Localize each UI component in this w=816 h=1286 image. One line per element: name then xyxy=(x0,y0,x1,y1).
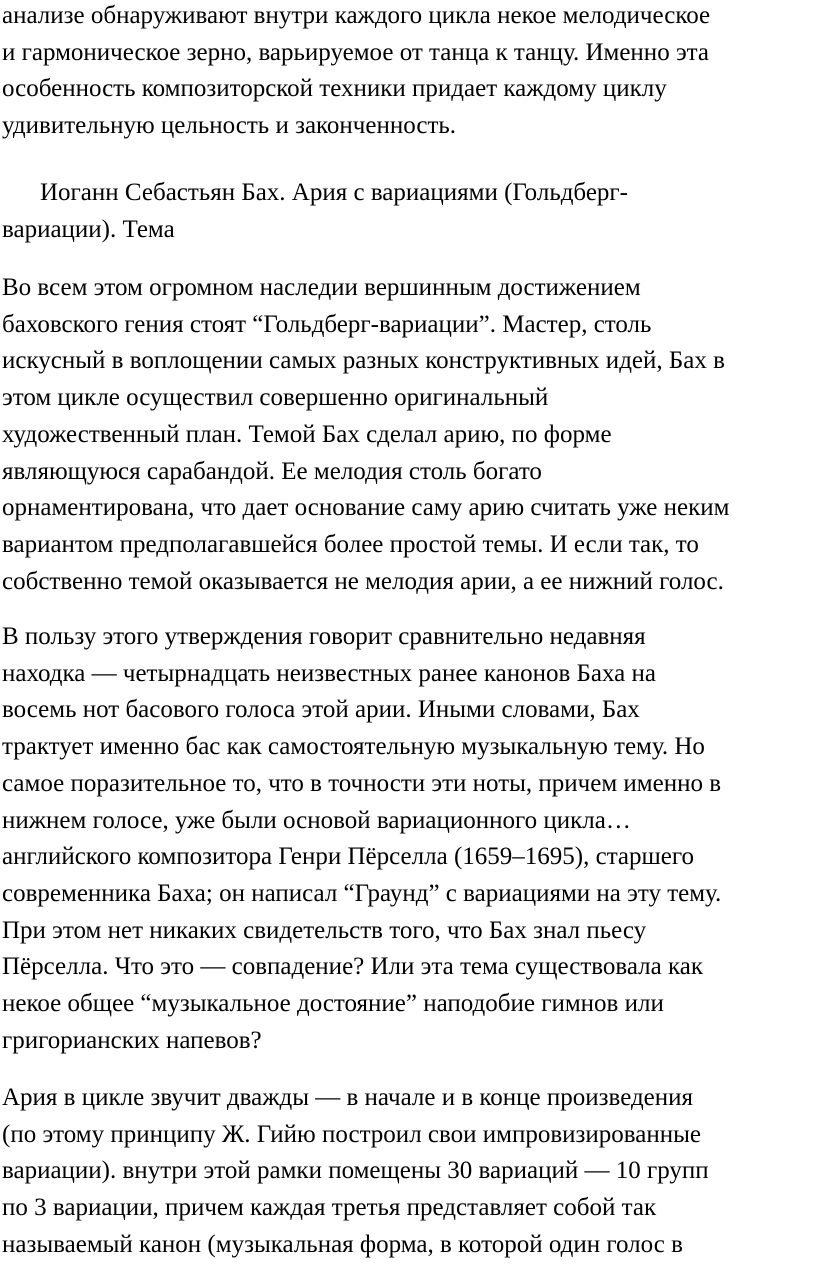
text-line: называемый канон (музыкальная форма, в которой один голос в xyxy=(2,1230,683,1258)
text-line: восемь нот басового голоса этой арии. Иными словами, Бах xyxy=(2,696,640,724)
text-line: Ария в цикле звучит дважды — в начале и в конце произведения xyxy=(2,1084,694,1111)
paragraph-goldberg xyxy=(2,270,729,600)
text-line: современника Баха; он написал “Граунд” с вариациями на эту тему. xyxy=(2,879,722,907)
text-line: (по этому принципу Ж. Гийю построил свои импровизированные xyxy=(2,1120,702,1148)
text-line: искусный в воплощении самых разных конструктивных идей, Бах в xyxy=(2,347,725,375)
text-line: вариации). внутри этой рамки помещены 30 вариаций — 10 групп xyxy=(2,1157,709,1185)
text-line: по 3 вариации, причем каждая третья представляет собой так xyxy=(2,1194,657,1222)
heading-line: Иоганн Себастьян Бах. Ария с вариациями (Гольдберг- xyxy=(40,179,629,206)
text-line: собственно темой оказывается не мелодия арии, а ее нижний голос. xyxy=(2,567,724,595)
text-line: удивительную цельность и законченность. xyxy=(2,112,457,140)
text-line: и гармоническое зерно, варьируемое от танца к танцу. Именно эта xyxy=(2,38,709,66)
text-line: вариантом предполагавшейся более простой темы. И если так, то xyxy=(2,530,699,558)
text-line: являющуюся сарабандой. Ее мелодия столь богато xyxy=(2,457,542,485)
text-line: Пёрселла. Что это — совпадение? Или эта тема существовала как xyxy=(2,953,704,981)
heading-line: вариации). Тема xyxy=(2,215,175,243)
text-line: Во всем этом огромном наследии вершинным достижением xyxy=(2,274,641,301)
text-line: английского композитора Генри Пёрселла (1659–1695), старшего xyxy=(2,843,694,871)
text-line: нижнем голосе, уже были основой вариационного цикла… xyxy=(2,806,631,834)
text-line: При этом нет никаких свидетельств того, что Бах знал пьесу xyxy=(2,916,647,944)
text-line: анализе обнаруживают внутри каждого цикла некое мелодическое xyxy=(2,2,711,29)
paragraph-aria-structure xyxy=(2,1080,709,1264)
text-line: художественный план. Темой Бах сделал арию, по форме xyxy=(2,420,612,448)
text-line: этом цикле осуществил совершенно оригинальный xyxy=(2,384,549,412)
text-line: В пользу этого утверждения говорит сравнительно недавняя xyxy=(2,623,646,650)
text-line: некое общее “музыкальное достояние” наподобие гимнов или xyxy=(2,990,664,1018)
text-line: баховского гения стоят “Гольдберг-вариации”. Мастер, столь xyxy=(2,310,652,338)
section-heading xyxy=(2,175,628,248)
text-line: самое поразительное то, что в точности эти ноты, причем именно в xyxy=(2,769,722,797)
paragraph-intro-fragment xyxy=(2,0,710,145)
text-line: григорианских напевов? xyxy=(2,1026,262,1054)
text-line: трактует именно бас как самостоятельную музыкальную тему. Но xyxy=(2,733,705,761)
text-line: орнаментирована, что дает основание саму арию считать уже неким xyxy=(2,494,730,522)
paragraph-purcell xyxy=(2,619,721,1059)
text-line: находка — четырнадцать неизвестных ранее канонов Баха на xyxy=(2,659,656,687)
text-line: особенность композиторской техники придает каждому циклу xyxy=(2,75,667,103)
